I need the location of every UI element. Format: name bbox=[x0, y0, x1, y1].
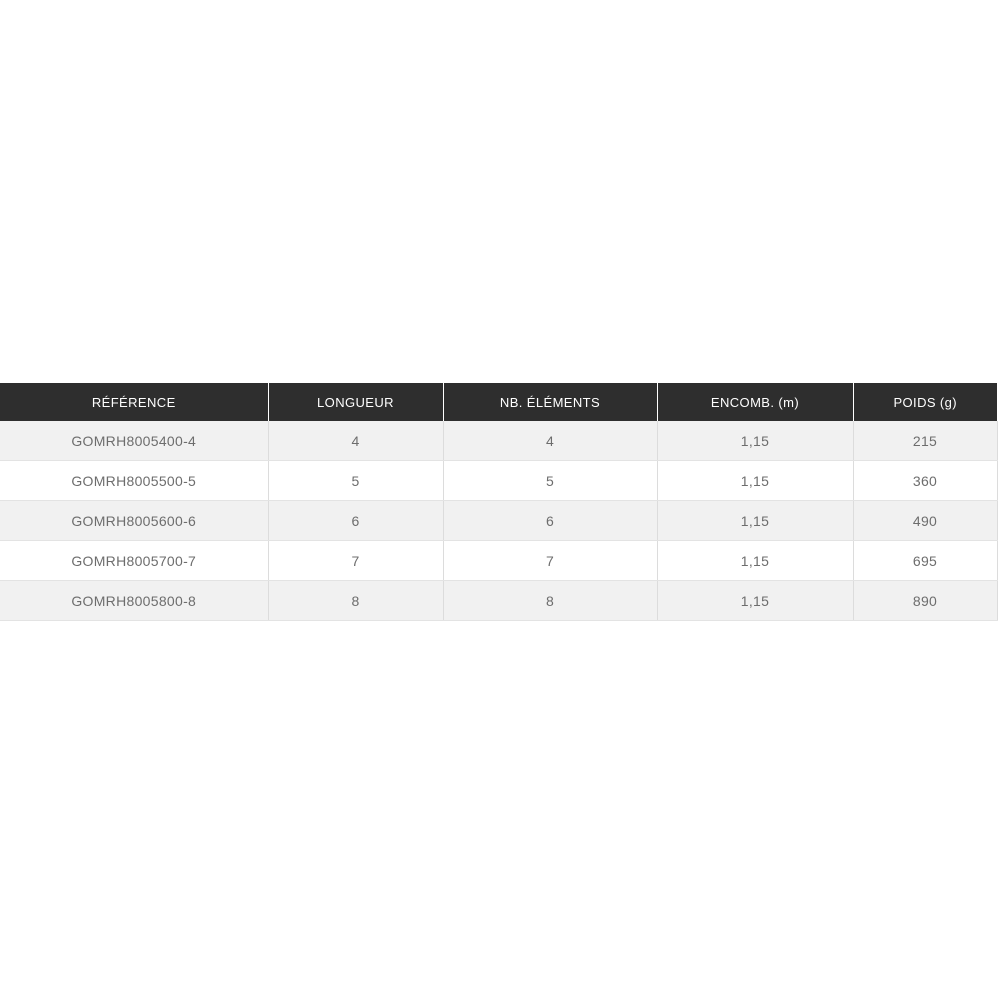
table-row bbox=[0, 461, 997, 501]
cell-encomb: 1,15 bbox=[657, 581, 853, 621]
table-row bbox=[0, 581, 997, 621]
product-spec-table bbox=[0, 383, 998, 621]
cell-reference: GOMRH8005500-5 bbox=[0, 461, 268, 501]
table-row bbox=[0, 501, 997, 541]
column-header-longueur: LONGUEUR bbox=[268, 383, 443, 421]
cell-nb-elements: 4 bbox=[443, 421, 657, 461]
cell-poids: 695 bbox=[853, 541, 997, 581]
table-row bbox=[0, 421, 997, 461]
cell-reference: GOMRH8005400-4 bbox=[0, 421, 268, 461]
cell-nb-elements: 5 bbox=[443, 461, 657, 501]
cell-longueur: 8 bbox=[268, 581, 443, 621]
cell-poids: 360 bbox=[853, 461, 997, 501]
column-header-encomb: ENCOMB. (m) bbox=[657, 383, 853, 421]
column-header-poids: POIDS (g) bbox=[853, 383, 997, 421]
column-header-reference: RÉFÉRENCE bbox=[0, 383, 268, 421]
cell-longueur: 7 bbox=[268, 541, 443, 581]
table-row bbox=[0, 541, 997, 581]
cell-encomb: 1,15 bbox=[657, 461, 853, 501]
cell-poids: 490 bbox=[853, 501, 997, 541]
cell-nb-elements: 6 bbox=[443, 501, 657, 541]
cell-reference: GOMRH8005800-8 bbox=[0, 581, 268, 621]
cell-poids: 890 bbox=[853, 581, 997, 621]
cell-poids: 215 bbox=[853, 421, 997, 461]
column-header-nb-elements: NB. ÉLÉMENTS bbox=[443, 383, 657, 421]
cell-longueur: 4 bbox=[268, 421, 443, 461]
cell-nb-elements: 8 bbox=[443, 581, 657, 621]
cell-longueur: 6 bbox=[268, 501, 443, 541]
cell-encomb: 1,15 bbox=[657, 541, 853, 581]
cell-reference: GOMRH8005600-6 bbox=[0, 501, 268, 541]
cell-nb-elements: 7 bbox=[443, 541, 657, 581]
table-header-row bbox=[0, 383, 997, 421]
cell-reference: GOMRH8005700-7 bbox=[0, 541, 268, 581]
cell-longueur: 5 bbox=[268, 461, 443, 501]
cell-encomb: 1,15 bbox=[657, 421, 853, 461]
cell-encomb: 1,15 bbox=[657, 501, 853, 541]
